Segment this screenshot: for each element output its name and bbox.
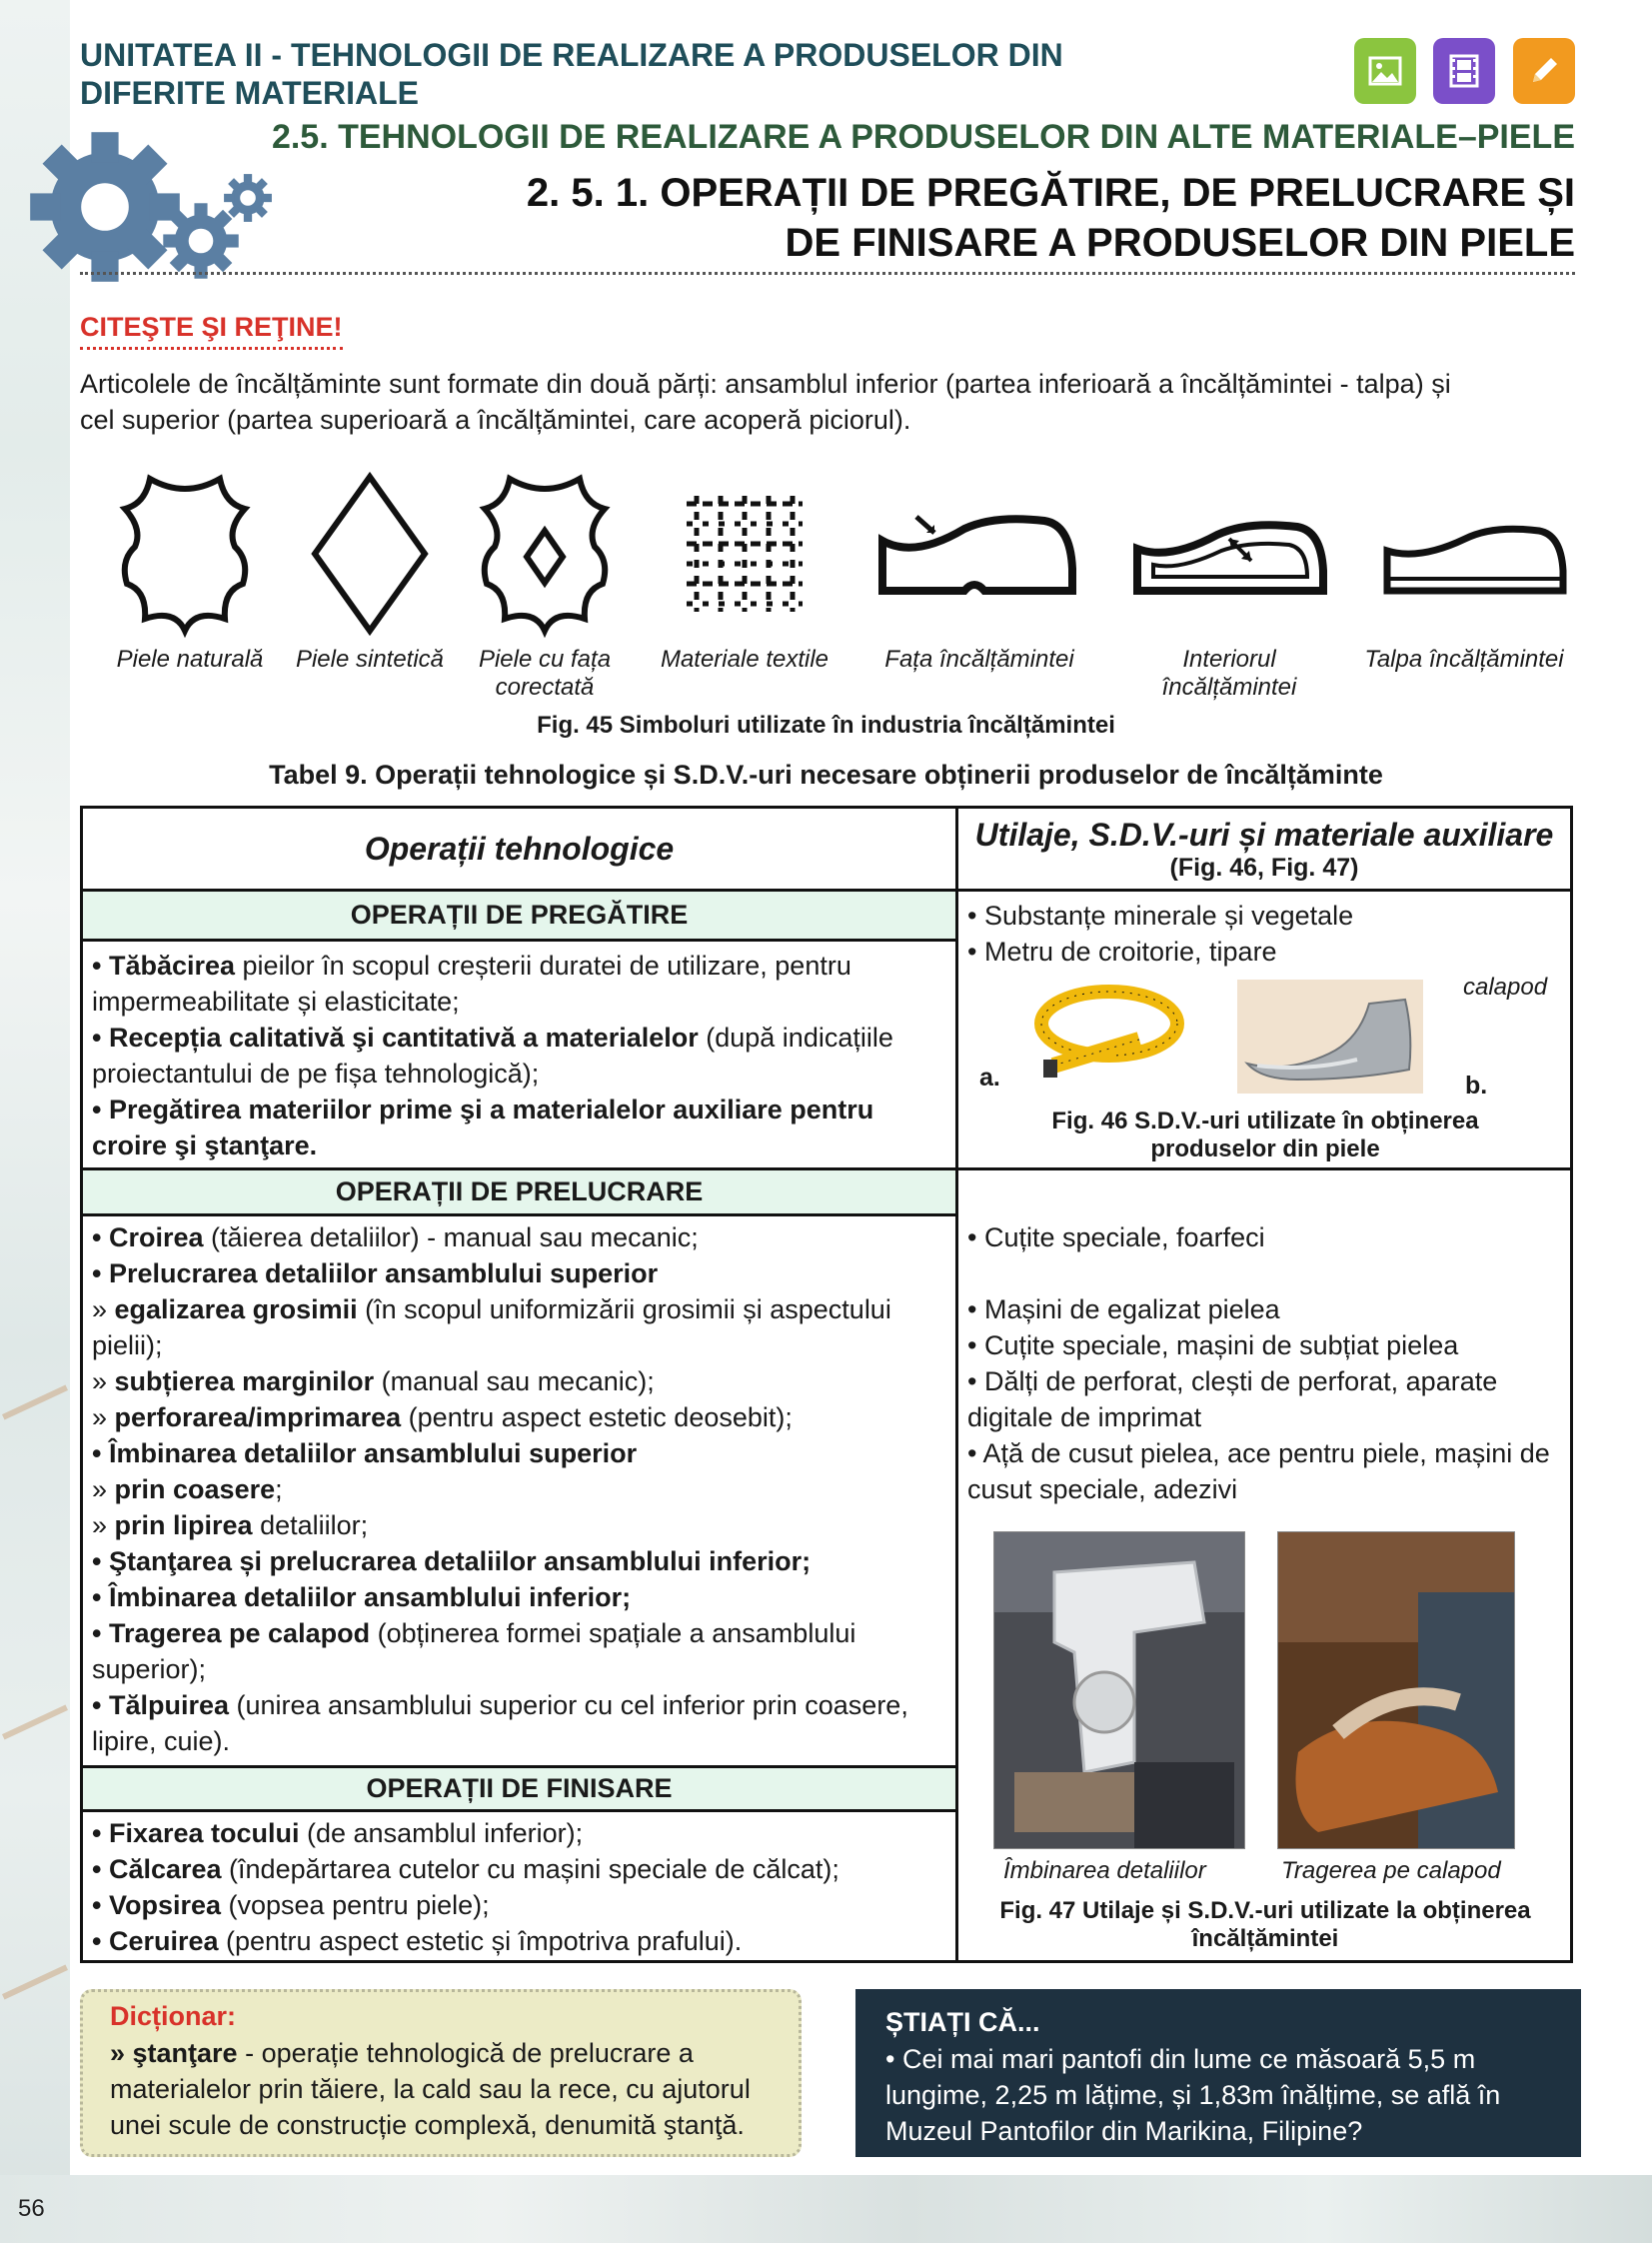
- marble-vein: [2, 1704, 68, 1739]
- operation-item: [92, 1363, 947, 1399]
- operation-detail: (de ansamblul inferior);: [299, 1818, 584, 1848]
- operation-item: [92, 1092, 947, 1163]
- lasting-photo: [1277, 1531, 1515, 1849]
- table-rule: [80, 939, 955, 942]
- operation-name: • Călcarea: [92, 1854, 222, 1884]
- operation-name: • Tăbăcirea: [92, 951, 236, 981]
- shoe-interior-symbol: [1129, 466, 1329, 642]
- table-header-tools-ref: (Fig. 46, Fig. 47): [1169, 854, 1359, 882]
- sub-item-marker: »: [92, 1294, 115, 1324]
- operation-name: perforarea/imprimarea: [114, 1402, 402, 1432]
- caption-line: încălțămintei: [1191, 1925, 1339, 1952]
- tool-item: • Dălți de perforat, clești de perforat, aparate digitale de imprimat: [967, 1366, 1498, 1432]
- sub-item-marker: »: [92, 1510, 115, 1540]
- pencil-icon[interactable]: [1513, 38, 1575, 104]
- section-heading-finishing: OPERAȚII DE FINISARE: [83, 1768, 955, 1809]
- operation-name: prin lipirea: [114, 1510, 253, 1540]
- symbol-label: Talpa încălțămintei: [1364, 646, 1564, 673]
- symbol-label: Piele sintetică: [295, 646, 445, 673]
- operation-item: [92, 1399, 947, 1435]
- operation-name: • Croirea: [92, 1222, 204, 1252]
- tool-item: • Cuțite speciale, foarfeci: [967, 1222, 1265, 1252]
- table-rule: [80, 1809, 955, 1812]
- operation-detail: (unirea ansamblului superior cu cel inferior prin coasere, lipire, cuie).: [92, 1690, 908, 1756]
- marble-vein: [2, 1964, 68, 1999]
- operation-name: • Ceruirea: [92, 1926, 219, 1956]
- tool-item: • Metru de croitorie, tipare: [967, 937, 1277, 967]
- symbol-label-line: Interiorul: [1182, 646, 1276, 673]
- table-caption: Tabel 9. Operații tehnologice și S.D.V.-uri necesare obținerii produselor de încălțăminte: [269, 760, 1383, 790]
- table-column-divider: [955, 806, 958, 1963]
- symbol-label-line: Piele cu fața: [478, 646, 612, 673]
- gear-icon: [222, 172, 274, 224]
- table-header-operations: Operații tehnologice: [364, 830, 675, 867]
- marble-bottom-decoration: [0, 2175, 1652, 2243]
- caption-line: Fig. 47 Utilaje și S.D.V.-uri utilizate la obținerea: [999, 1897, 1531, 1924]
- operation-name: • Vopsirea: [92, 1890, 222, 1920]
- operation-detail: (îndepărtarea cutelor cu mașini speciale de călcat);: [221, 1854, 839, 1884]
- symbol-label: [465, 646, 625, 702]
- shoe-last-image: [1237, 980, 1423, 1094]
- operation-item: [92, 1851, 947, 1887]
- marble-vein: [2, 1384, 68, 1419]
- operation-name: prin coasere: [114, 1474, 276, 1504]
- operation-item: [92, 1923, 947, 1959]
- operation-item: [92, 1543, 947, 1579]
- table-header-tools-title: Utilaje, S.D.V.-uri și materiale auxiliare: [974, 817, 1554, 853]
- subsection-title-line: 2. 5. 1. OPERAȚII DE PREGĂTIRE, DE PRELUCRARE ȘI: [526, 171, 1575, 215]
- operation-name: • Tălpuirea: [92, 1690, 229, 1720]
- did-you-know-title: ȘTIAȚI CĂ...: [885, 2007, 1040, 2037]
- tool-item: • Cuțite speciale, mașini de subțiat pielea: [967, 1330, 1459, 1360]
- operation-name: • Prelucrarea detaliilor ansamblului superior: [92, 1258, 659, 1288]
- subsection-title-line: DE FINISARE A PRODUSELOR DIN PIELE: [785, 221, 1575, 265]
- operation-detail: (pentru aspect estetic și împotriva prafului).: [218, 1926, 743, 1956]
- operation-name: • Îmbinarea detaliilor ansamblului superior: [92, 1438, 638, 1468]
- textile-materials-symbol: [680, 466, 810, 642]
- operation-item: [92, 1887, 947, 1923]
- operation-item: [92, 1471, 947, 1507]
- corrected-leather-symbol: [470, 466, 620, 642]
- operation-name: • Îmbinarea detaliilor ansamblului inferior;: [92, 1582, 632, 1612]
- operation-item: [92, 1579, 947, 1615]
- caption-line: Fig. 46 S.D.V.-uri utilizate în obținerea: [1051, 1108, 1479, 1134]
- table-header-tools: [958, 809, 1570, 889]
- shoe-upper-symbol: [874, 466, 1084, 642]
- marble-side-decoration: [0, 0, 70, 2243]
- symbol-label: [1119, 646, 1339, 702]
- symbol-label-line: încălțămintei: [1161, 674, 1297, 701]
- dictionary-definition: [110, 2035, 790, 2143]
- operation-detail: pieilor în scopul creșterii duratei de utilizare, pentru impermeabilitate și elasticitate;: [92, 951, 851, 1017]
- operation-item: [92, 1255, 947, 1291]
- operation-name: • Fixarea tocului: [92, 1818, 300, 1848]
- preparation-operations-list: [92, 948, 947, 1163]
- image-label-b: b.: [1465, 1072, 1488, 1100]
- dictionary-title: Dicționar:: [110, 2001, 237, 2031]
- tool-item: • Mașini de egalizat pielea: [967, 1294, 1280, 1324]
- operation-detail: (tăierea detaliilor) - manual sau mecanic;: [203, 1222, 699, 1252]
- operation-item: [92, 1291, 947, 1363]
- operation-detail: (manual sau mecanic);: [374, 1366, 655, 1396]
- operation-item: [92, 1435, 947, 1471]
- synthetic-leather-symbol: [300, 466, 440, 642]
- section-heading-processing: OPERAȚII DE PRELUCRARE: [83, 1170, 955, 1213]
- tool-spacer: [967, 1255, 1557, 1291]
- did-you-know-text: • Cei mai mari pantofi din lume ce măsoară 5,5 m lungime, 2,25 m lățime, și 1,83m înălțime, se află în Muzeul Pantofilor din Marikina, Filipine?: [885, 2044, 1501, 2146]
- operation-item: [92, 948, 947, 1020]
- image-label-a: a.: [979, 1064, 1000, 1092]
- operation-item: [92, 1687, 947, 1759]
- symbol-label: Fața încălțămintei: [884, 646, 1074, 673]
- operation-item: [92, 1020, 947, 1092]
- photo-label: Îmbinarea detaliilor: [1003, 1857, 1206, 1884]
- operation-item: [92, 1219, 947, 1255]
- processing-tools-list: [967, 1219, 1557, 1507]
- natural-leather-symbol: [110, 466, 260, 642]
- subsection-title: [420, 168, 1575, 268]
- sub-item-marker: »: [92, 1402, 115, 1432]
- operation-item: [92, 1615, 947, 1687]
- operation-detail: (pentru aspect estetic deosebit);: [401, 1402, 793, 1432]
- page-number: 56: [18, 2195, 45, 2222]
- shoe-sole-symbol: [1379, 466, 1569, 642]
- operation-name: • Ştanţarea și prelucrarea detaliilor ansamblului inferior;: [92, 1546, 812, 1576]
- dictionary-definition-text: - operație tehnologică de prelucrare a materialelor prin tăiere, la cald sau la rece, cu ajutorul unei scule de construcție complexă, denumită ştanţă.: [110, 2038, 751, 2140]
- sub-item-marker: »: [92, 1366, 115, 1396]
- read-remember-heading: CITEŞTE ŞI REŢINE!: [80, 312, 343, 350]
- figure-47-caption: [965, 1897, 1565, 1953]
- symbol-label-line: corectată: [495, 674, 595, 701]
- unit-title: UNITATEA II - TEHNOLOGII DE REALIZARE A PRODUSELOR DIN DIFERITE MATERIALE: [80, 37, 1063, 111]
- operation-detail: detaliilor;: [252, 1510, 369, 1540]
- operation-name: • Recepția calitativă şi cantitativă a materialelor: [92, 1023, 699, 1053]
- intro-line: cel superior (partea superioară a încălțămintei, care acoperă piciorul).: [80, 405, 911, 435]
- sub-item-marker: »: [92, 1474, 115, 1504]
- caption-line: produselor din piele: [1150, 1135, 1380, 1162]
- intro-line: Articolele de încălțăminte sunt formate din două părți: ansamblul inferior (partea inferioară a încălțămintei - talpa) și: [80, 369, 1451, 399]
- tool-item: • Ață de cusut pielea, ace pentru piele, mașini de cusut speciale, adezivi: [967, 1438, 1550, 1504]
- operation-detail: (vopsea pentru piele);: [221, 1890, 490, 1920]
- header-divider: [80, 272, 1575, 275]
- operation-name: egalizarea grosimii: [114, 1294, 358, 1324]
- processing-operations-list: [92, 1219, 947, 1759]
- film-icon[interactable]: [1433, 38, 1495, 104]
- intro-paragraph: [80, 366, 1559, 438]
- symbol-label: Materiale textile: [660, 646, 829, 673]
- operation-name: subțierea marginilor: [114, 1366, 375, 1396]
- operation-name: • Pregătirea materiilor prime şi a materialelor auxiliare pentru croire şi ştanţare.: [92, 1095, 874, 1160]
- section-title: 2.5. TEHNOLOGII DE REALIZARE A PRODUSELOR DIN ALTE MATERIALE–PIELE: [271, 118, 1575, 156]
- figure-46-caption: [965, 1108, 1565, 1163]
- tape-measure-image: [1029, 980, 1189, 1090]
- figure-caption: Fig. 45 Simboluri utilizate în industria încălțămintei: [537, 712, 1115, 739]
- section-heading-preparation: OPERAȚII DE PREGĂTIRE: [83, 892, 955, 939]
- image-icon[interactable]: [1354, 38, 1416, 104]
- operation-name: • Tragerea pe calapod: [92, 1618, 371, 1648]
- finishing-operations-list: [92, 1815, 947, 1959]
- symbol-label: Piele naturală: [116, 646, 264, 673]
- operation-detail: (după indicațiile proiectantului de pe fișa tehnologică);: [92, 1023, 893, 1089]
- photo-label: Tragerea pe calapod: [1281, 1857, 1501, 1884]
- dictionary-term: » ştanţare: [110, 2038, 238, 2068]
- sewing-machine-photo: [993, 1531, 1245, 1849]
- table-rule: [80, 1213, 955, 1216]
- operation-item: [92, 1815, 947, 1851]
- operation-detail: ;: [275, 1474, 283, 1504]
- tool-item: • Substanțe minerale și vegetale: [967, 901, 1354, 931]
- operation-detail: (în scopul uniformizării grosimii și aspectului pielii);: [92, 1294, 891, 1360]
- operation-detail: (obținerea formei spațiale a ansamblului superior);: [92, 1618, 856, 1684]
- operation-item: [92, 1507, 947, 1543]
- calapod-label: calapod: [1463, 974, 1548, 1001]
- preparation-tools-list: [967, 898, 1557, 970]
